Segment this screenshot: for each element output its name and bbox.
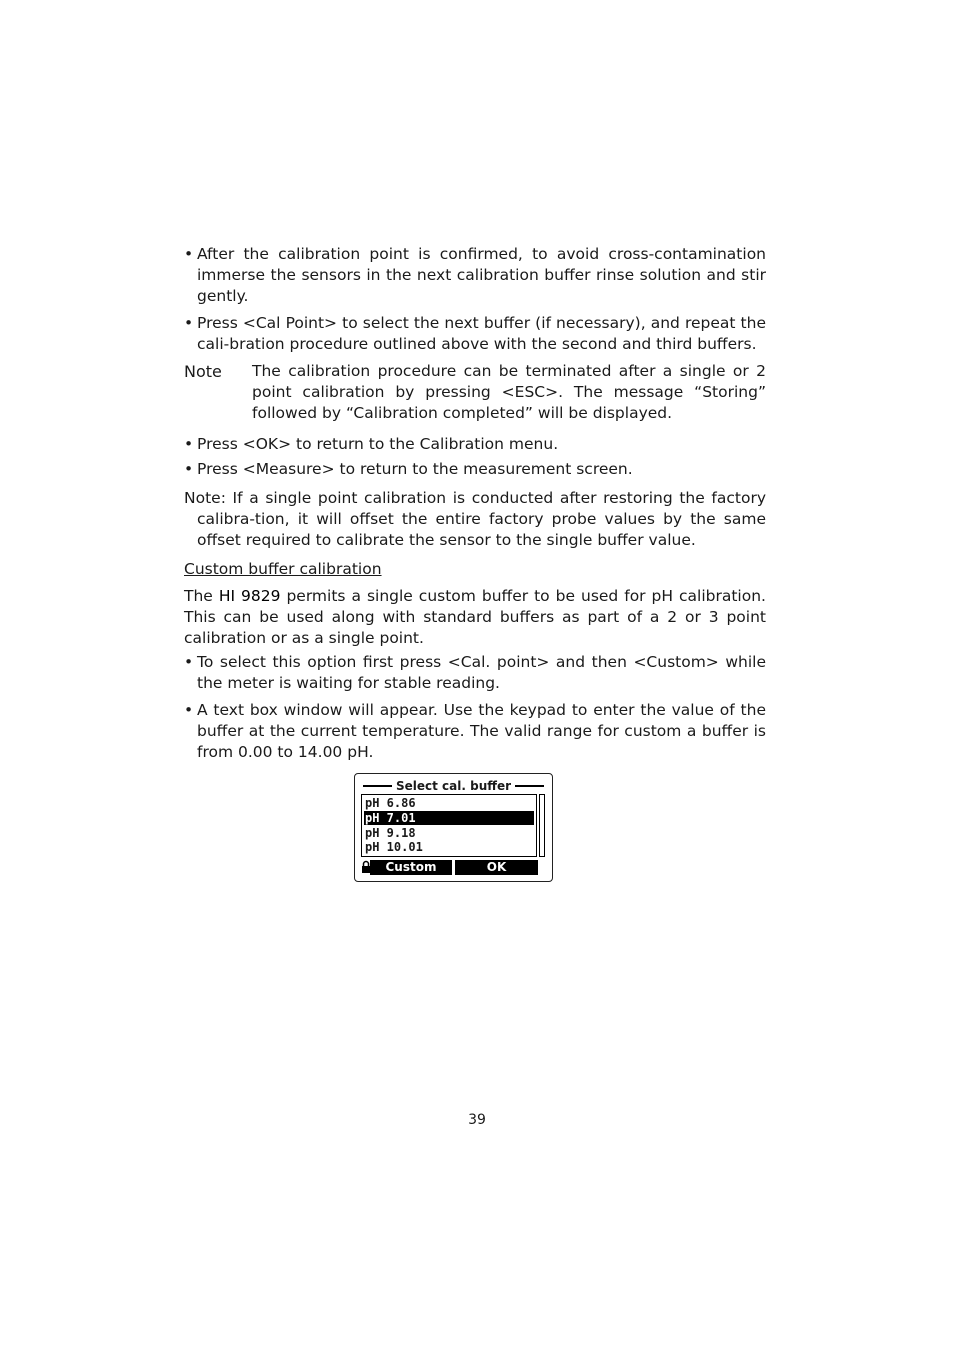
lcd-title-text: Select cal. buffer [395,779,512,793]
custom-softkey[interactable]: Custom [370,860,452,875]
note-paragraph: Note: If a single point calibration is conducted after restoring the factory calibra-tion, it will offset the entire factory probe values by the same offset required to calibrate the sensor to the single buffer value. [184,489,766,549]
product-name: HI 9829 [218,587,281,605]
buffer-option[interactable]: pH 9.18 [365,826,416,840]
bullet-text: Press <Measure> to return to the measurement screen. [197,460,633,478]
buffer-option[interactable]: pH 6.86 [365,796,416,810]
note-label: Note [184,362,222,381]
bullet-text: After the calibration point is confirmed, to avoid cross-contamination immerse the sensors in the next calibration buffer rinse solution and stir gently. [197,245,766,305]
bullet-item: • Press <Measure> to return to the measurement screen. [184,460,633,478]
buffer-option[interactable]: pH 10.01 [365,840,423,854]
bullet-text: Press <OK> to return to the Calibration menu. [197,435,559,453]
bullet-text: A text box window will appear. Use the keypad to enter the value of the buffer at the current temperature. The valid range for custom a buffer is from 0.00 to 14.00 pH. [197,701,766,761]
bullet-item: • Press <Cal Point> to select the next buffer (if necessary), and repeat the cali-bration procedure outlined above with the second and third buffers. [184,314,766,353]
ok-softkey[interactable]: OK [455,860,538,875]
bullet-item: • To select this option first press <Cal. point> and then <Custom> while the meter is waiting for stable reading. [184,653,766,692]
manual-page [184,244,766,769]
lcd-title [363,778,544,794]
intro-paragraph: The HI 9829 permits a single custom buffer to be used for pH calibration. This can be used along with standard buffers as part of a 2 or 3 point calibration or as a single point. [184,587,766,647]
buffer-option-selected[interactable]: pH 7.01 [364,811,534,825]
page-number: 39 [468,1112,486,1128]
bullet-text: Press <Cal Point> to select the next buffer (if necessary), and repeat the cali-bration procedure outlined above with the second and third buffers. [197,314,766,353]
note-block [184,361,766,424]
bullet-item: • A text box window will appear. Use the keypad to enter the value of the buffer at the current temperature. The valid range for custom a buffer is from 0.00 to 14.00 pH. [184,701,766,761]
buffer-list[interactable] [361,794,537,857]
bullet-item: • After the calibration point is confirmed, to avoid cross-contamination immerse the sensors in the next calibration buffer rinse solution and stir gently. [184,245,766,305]
scrollbar[interactable] [539,794,545,857]
section-title: Custom buffer calibration [184,560,382,578]
lcd-screen [354,773,553,882]
bullet-item: • Press <OK> to return to the Calibration menu. [184,435,559,453]
bullet-text: To select this option first press <Cal. point> and then <Custom> while the meter is waiting for stable reading. [197,653,766,692]
note-text: The calibration procedure can be terminated after a single or 2 point calibration by pressing <ESC>. The message “Storing” followed by “Calibration completed” will be displayed. [252,362,766,422]
